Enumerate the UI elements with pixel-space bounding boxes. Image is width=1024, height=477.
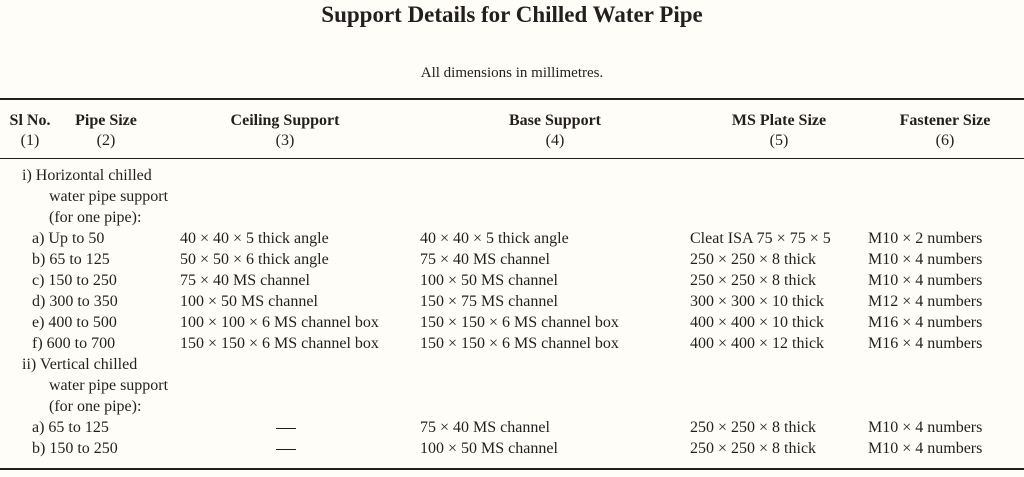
row-base-support: 150 × 75 MS channel [420,293,558,310]
header-label: Ceiling Support [230,112,340,129]
table-row [0,312,1024,333]
row-fastener-size: M16 × 4 numbers [868,314,983,331]
ceiling-support-dash [276,449,296,450]
row-pipe-size: b) 65 to 125 [32,251,110,268]
table-row [0,333,1024,354]
header-label: Sl No. [9,112,51,129]
row-ceiling-support: 150 × 150 × 6 MS channel box [180,335,379,352]
row-pipe-size: e) 400 to 500 [32,314,117,331]
row-ceiling-support: 50 × 50 × 6 thick angle [180,251,329,268]
row-ms-plate-size: 400 × 400 × 10 thick [690,314,825,331]
row-fastener-size: M10 × 4 numbers [868,272,983,289]
ceiling-support-dash [276,428,296,429]
header-ms-plate-size [704,111,854,150]
header-bottom-rule [0,158,1024,159]
table-row [0,270,1024,291]
row-fastener-size: M16 × 4 numbers [868,335,983,352]
header-pipe-size [64,111,148,150]
table-row [0,249,1024,270]
row-fastener-size: M10 × 4 numbers [868,419,983,436]
header-number: (5) [769,132,789,149]
header-sl-no [6,111,54,150]
table-row [0,438,1024,459]
row-pipe-size: f) 600 to 700 [32,335,116,352]
table-row [0,228,1024,249]
section-heading-line: ii) Vertical chilled [22,356,138,373]
row-ms-plate-size: 400 × 400 × 12 thick [690,335,825,352]
section-heading-line: (for one pipe): [49,398,142,415]
header-label: Base Support [508,112,602,129]
row-ceiling-support: 100 × 100 × 6 MS channel box [180,314,379,331]
row-base-support: 75 × 40 MS channel [420,251,550,268]
section-heading-line: water pipe support [49,188,169,205]
page-title: Support Details for Chilled Water Pipe [321,2,703,27]
row-ms-plate-size: 250 × 250 × 8 thick [690,272,817,289]
dimensions-note: All dimensions in millimetres. [420,65,604,81]
header-fastener-size [880,111,1010,150]
table-top-rule [0,98,1024,100]
table-row [0,417,1024,438]
row-ceiling-support: 100 × 50 MS channel [180,293,318,310]
row-base-support: 150 × 150 × 6 MS channel box [420,314,619,331]
row-pipe-size: a) 65 to 125 [32,419,109,436]
row-fastener-size: M12 × 4 numbers [868,293,983,310]
section-heading-vertical [22,354,168,417]
row-base-support: 40 × 40 × 5 thick angle [420,230,569,247]
row-base-support: 100 × 50 MS channel [420,272,558,289]
row-fastener-size: M10 × 4 numbers [868,440,983,457]
header-ceiling-support [195,111,375,150]
header-base-support [460,111,650,150]
row-ceiling-support: 40 × 40 × 5 thick angle [180,230,329,247]
row-fastener-size: M10 × 4 numbers [868,251,983,268]
header-number: (2) [96,132,116,149]
header-label: Fastener Size [899,112,991,129]
section-heading-line: water pipe support [49,377,169,394]
header-number: (4) [545,132,565,149]
row-ms-plate-size: Cleat ISA 75 × 75 × 5 [690,230,831,247]
header-label: MS Plate Size [731,112,827,129]
row-pipe-size: c) 150 to 250 [32,272,117,289]
row-ms-plate-size: 300 × 300 × 10 thick [690,293,825,310]
row-ms-plate-size: 250 × 250 × 8 thick [690,440,817,457]
header-label: Pipe Size [75,112,137,129]
table-row [0,291,1024,312]
row-ms-plate-size: 250 × 250 × 8 thick [690,419,817,436]
section-heading-line: (for one pipe): [49,209,142,226]
table-bottom-rule [0,468,1024,470]
section-heading-line: i) Horizontal chilled [22,167,152,184]
row-base-support: 75 × 40 MS channel [420,419,550,436]
header-number: (1) [20,132,40,149]
row-ms-plate-size: 250 × 250 × 8 thick [690,251,817,268]
row-ceiling-support: 75 × 40 MS channel [180,272,310,289]
row-fastener-size: M10 × 2 numbers [868,230,983,247]
row-pipe-size: d) 300 to 350 [32,293,118,310]
row-pipe-size: b) 150 to 250 [32,440,118,457]
section-heading-horizontal [22,165,168,228]
header-number: (6) [935,132,955,149]
row-pipe-size: a) Up to 50 [32,230,105,247]
row-base-support: 150 × 150 × 6 MS channel box [420,335,619,352]
header-number: (3) [275,132,295,149]
row-base-support: 100 × 50 MS channel [420,440,558,457]
